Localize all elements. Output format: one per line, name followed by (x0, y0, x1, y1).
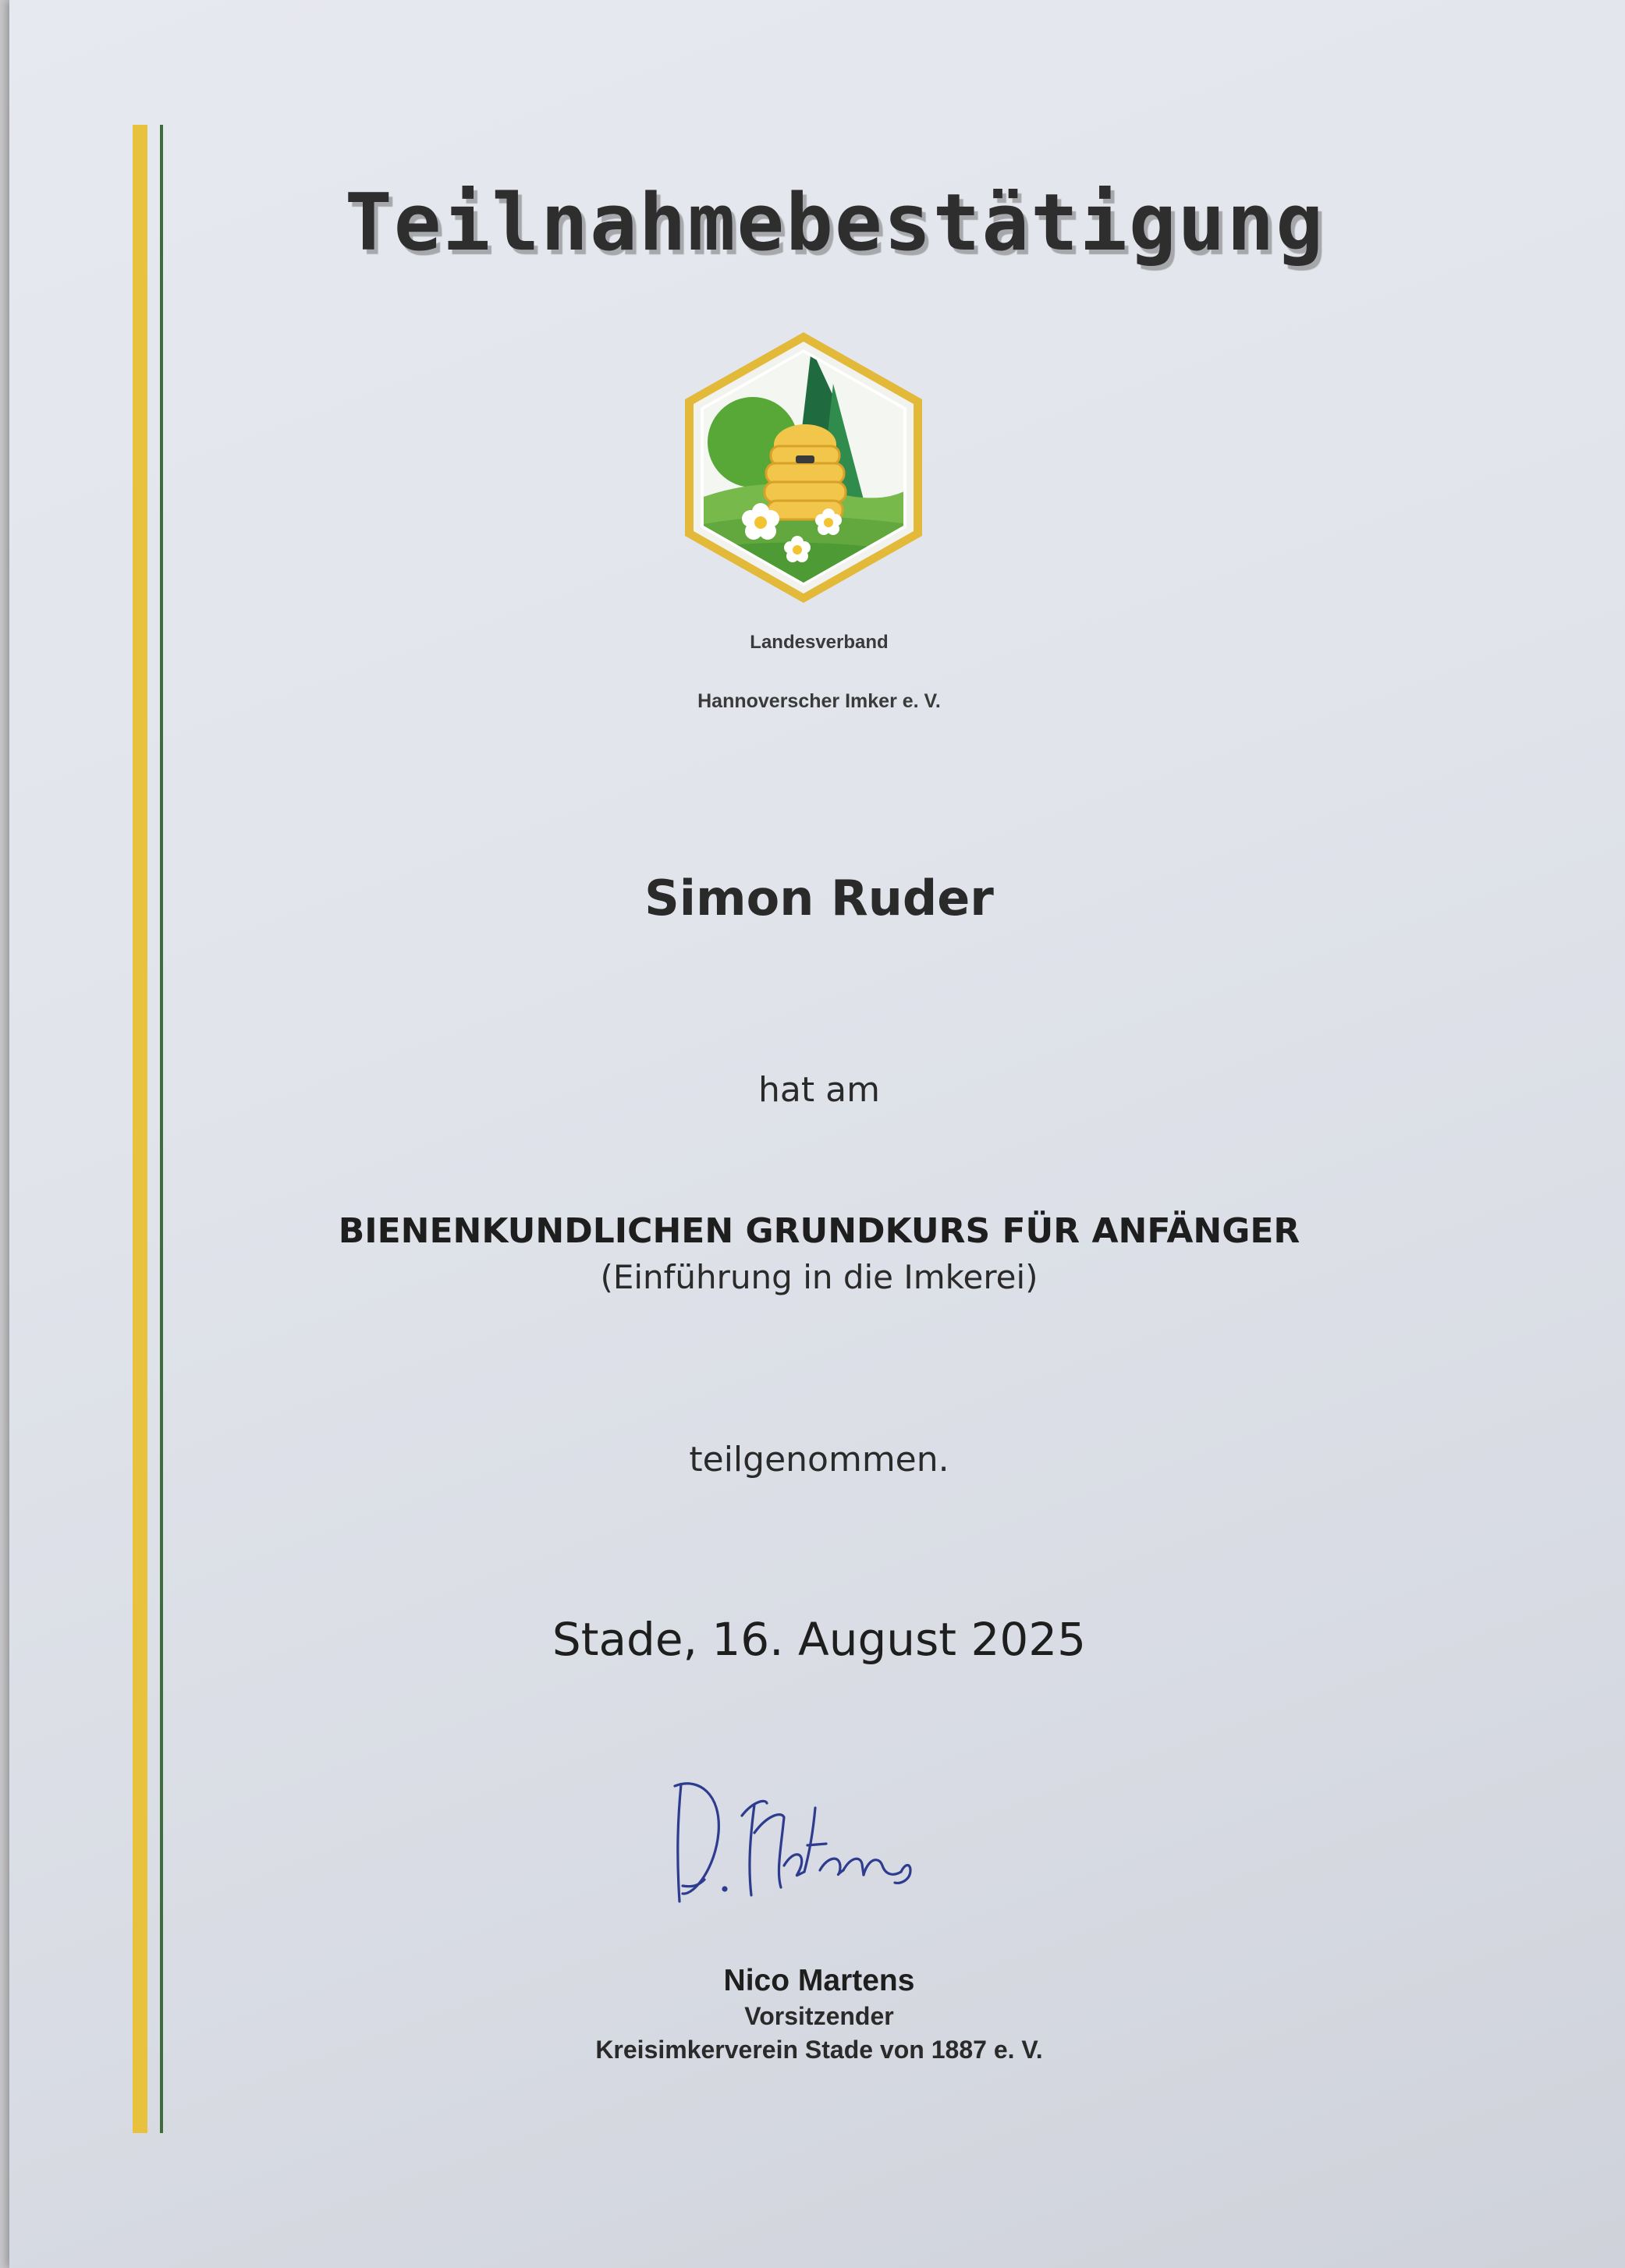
beehive-skep (765, 424, 846, 519)
course-title: BIENENKUNDLICHEN GRUNDKURS FÜR ANFÄNGER (338, 1211, 1300, 1251)
green-border-stripe (160, 125, 163, 2133)
handwritten-signature-icon (667, 1770, 924, 1911)
course-subtitle: (Einführung in die Imkerei) (600, 1258, 1038, 1296)
signer-club: Kreisimkerverein Stade von 1887 e. V. (595, 2036, 1043, 2064)
organization-name-line1: Landesverband (750, 632, 889, 653)
closing-text: teilgenommen. (689, 1440, 949, 1480)
signer-name: Nico Martens (723, 1964, 915, 1997)
signer-role: Vorsitzender (744, 2002, 894, 2030)
place-date: Stade, 16. August 2025 (552, 1613, 1087, 1666)
beehive-hexagon-logo-icon (679, 329, 928, 606)
intro-text: hat am (758, 1070, 880, 1110)
yellow-border-stripe (133, 125, 147, 2133)
certificate-title: Teilnahmebestätigung (344, 176, 1325, 268)
participant-name: Simon Ruder (644, 870, 994, 927)
organization-name-line2: Hannoverscher Imker e. V. (697, 690, 941, 712)
